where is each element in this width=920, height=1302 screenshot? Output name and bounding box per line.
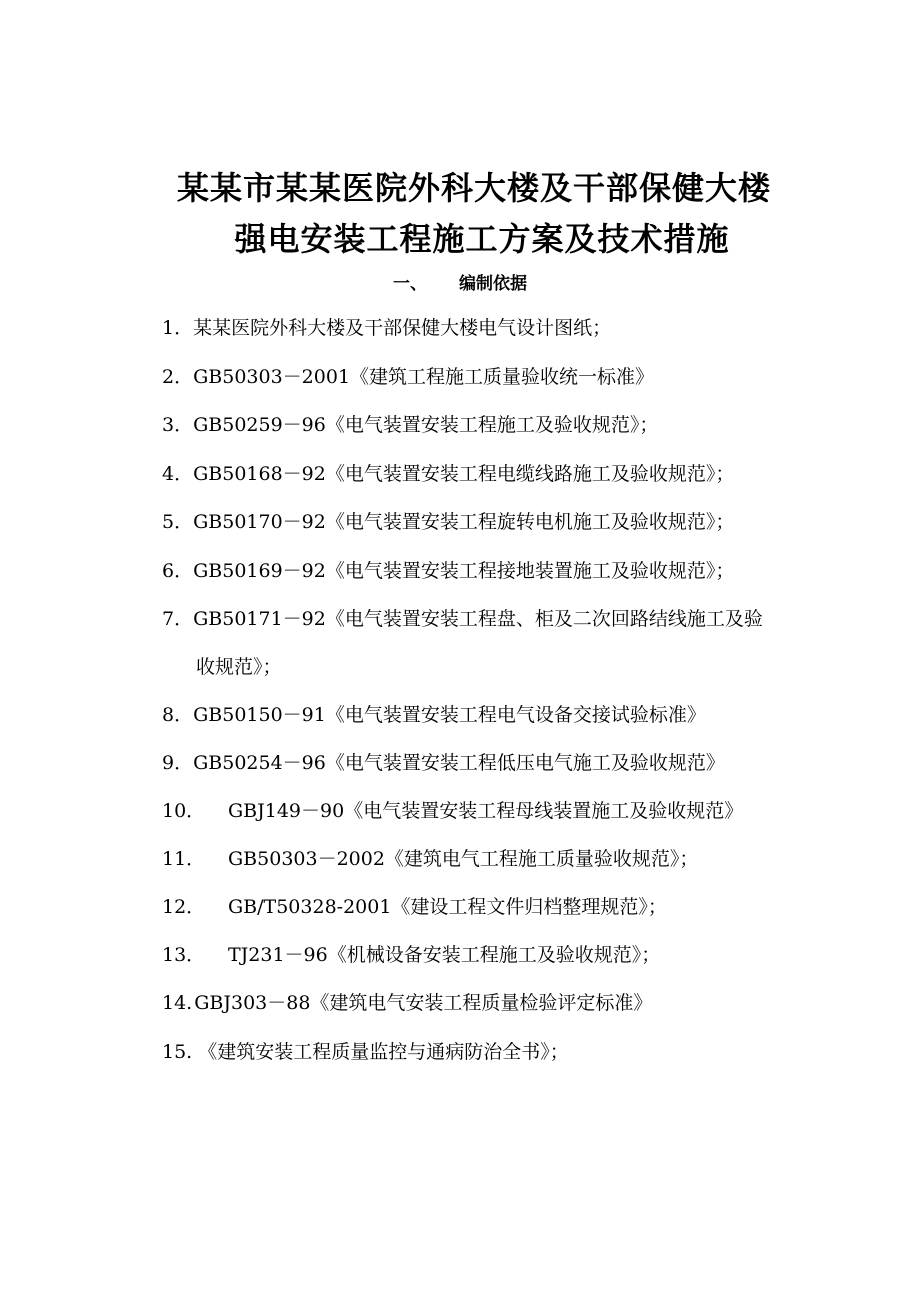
reference-text: TJ231－96《机械设备安装工程施工及验收规范》； bbox=[228, 944, 661, 966]
reference-text: GB50150－91《电气装置安装工程电气设备交接试验标准》 bbox=[193, 704, 706, 726]
reference-item bbox=[162, 607, 763, 631]
reference-item bbox=[162, 895, 667, 919]
reference-item bbox=[162, 943, 660, 967]
reference-item bbox=[162, 559, 734, 583]
reference-index: 14. bbox=[162, 992, 193, 1014]
reference-index: 7． bbox=[162, 608, 194, 630]
reference-item bbox=[162, 1040, 569, 1064]
reference-index: 1． bbox=[162, 317, 194, 339]
reference-index: 11． bbox=[162, 848, 206, 870]
section-heading bbox=[0, 269, 920, 294]
reference-text: GB50171－92《电气装置安装工程盘、柜及二次回路结线施工及验 bbox=[193, 608, 763, 630]
reference-index: 3． bbox=[162, 414, 194, 436]
reference-index: 10． bbox=[162, 800, 206, 822]
reference-text: GB/T50328-2001《建设工程文件归档整理规范》； bbox=[228, 896, 667, 918]
reference-text: 某某医院外科大楼及干部保健大楼电气设计图纸； bbox=[193, 317, 612, 339]
reference-text: 《建筑安装工程质量监控与通病防治全书》； bbox=[198, 1041, 569, 1063]
document-title-line-2: 强电安装工程施工方案及技术措施 bbox=[234, 220, 730, 258]
reference-index: 15. bbox=[162, 1041, 193, 1063]
reference-item bbox=[162, 991, 652, 1015]
reference-index: 8． bbox=[162, 704, 194, 726]
reference-text: GB50168－92《电气装置安装工程电缆线路施工及验收规范》； bbox=[193, 463, 735, 485]
reference-item bbox=[162, 365, 654, 389]
reference-index: 12． bbox=[162, 896, 206, 918]
reference-text: GB50303－2002《建筑电气工程施工质量验收规范》； bbox=[228, 848, 699, 870]
reference-index: 2． bbox=[162, 366, 194, 388]
reference-item bbox=[162, 751, 725, 775]
reference-index: 5． bbox=[162, 511, 194, 533]
reference-text: GB50169－92《电气装置安装工程接地装置施工及验收规范》； bbox=[193, 560, 735, 582]
reference-text: GBJ149－90《电气装置安装工程母线装置施工及验收规范》 bbox=[228, 800, 744, 822]
reference-item bbox=[162, 847, 698, 871]
reference-index: 4． bbox=[162, 463, 194, 485]
reference-text: GB50254－96《电气装置安装工程低压电气施工及验收规范》 bbox=[193, 752, 725, 774]
reference-item bbox=[162, 413, 658, 437]
document-title-line-1: 某某市某某医院外科大楼及干部保健大楼 bbox=[176, 169, 771, 207]
reference-text: GB50170－92《电气装置安装工程旋转电机施工及验收规范》； bbox=[193, 511, 735, 533]
reference-item bbox=[162, 703, 706, 727]
reference-item bbox=[162, 510, 734, 534]
section-number: 一、 bbox=[393, 274, 427, 294]
section-title: 编制依据 bbox=[459, 274, 527, 294]
reference-index: 13． bbox=[162, 944, 206, 966]
reference-continuation: 收规范》； bbox=[196, 656, 282, 678]
reference-text: GB50303－2001《建筑工程施工质量验收统一标准》 bbox=[193, 366, 655, 388]
reference-index: 9． bbox=[162, 752, 194, 774]
reference-item bbox=[162, 462, 734, 486]
reference-text: GBJ303－88《建筑电气安装工程质量检验评定标准》 bbox=[194, 992, 653, 1014]
reference-item bbox=[162, 799, 743, 823]
reference-text: GB50259－96《电气装置安装工程施工及验收规范》； bbox=[193, 414, 659, 436]
reference-item bbox=[162, 316, 611, 340]
reference-index: 6． bbox=[162, 560, 194, 582]
